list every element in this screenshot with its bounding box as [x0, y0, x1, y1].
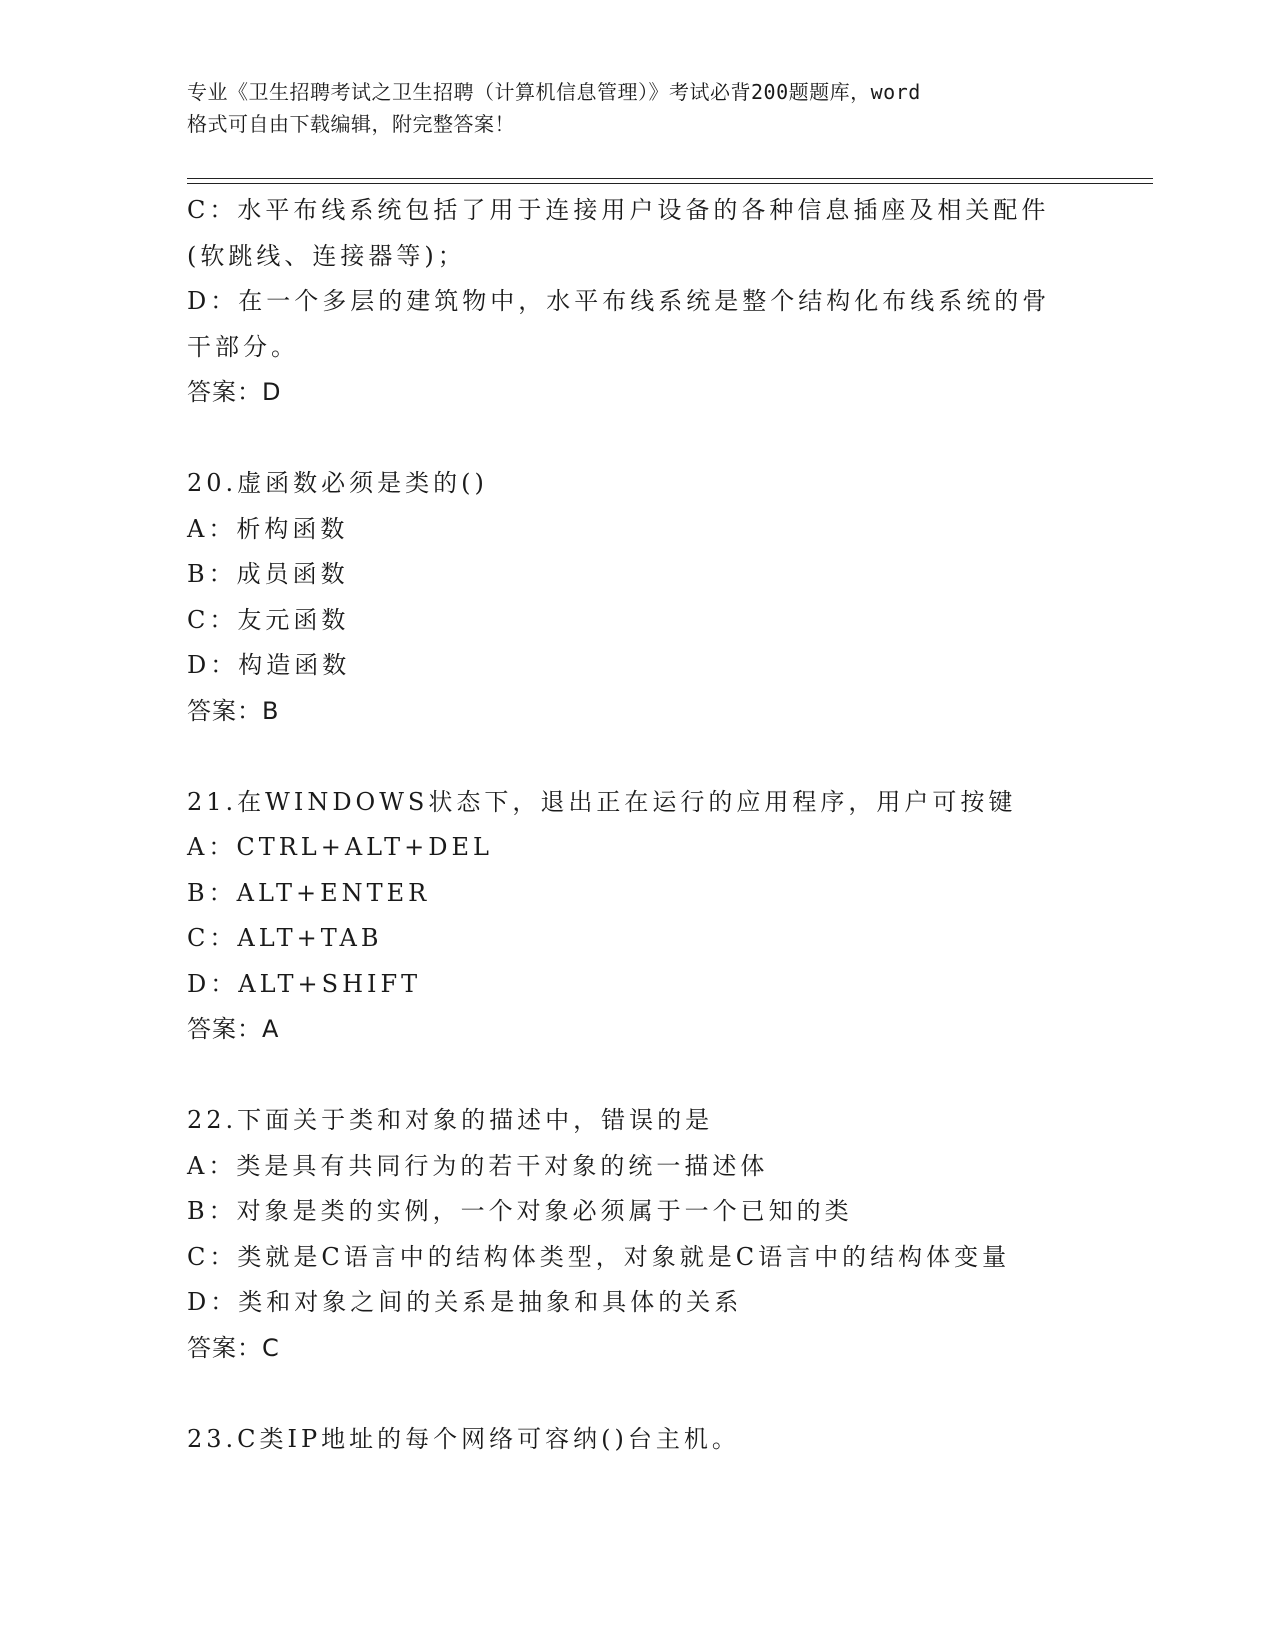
option-c: C：类就是C语言中的结构体类型，对象就是C语言中的结构体变量	[187, 1242, 1011, 1271]
option-d: D：ALT+SHIFT	[187, 969, 422, 998]
question-19-tail	[187, 188, 1087, 416]
question-text: 23.C类IP地址的每个网络可容纳()台主机。	[187, 1424, 740, 1453]
header-line-1: 专业《卫生招聘考试之卫生招聘（计算机信息管理）》考试必背200题题库，word	[187, 80, 921, 104]
question-21	[187, 780, 1087, 1053]
answer-line: 答案：A	[187, 1015, 280, 1043]
answer-line: 答案：D	[187, 378, 282, 406]
option-b: B：对象是类的实例，一个对象必须属于一个已知的类	[187, 1197, 853, 1225]
spacer	[187, 1053, 1087, 1099]
option-d-line-1: D：在一个多层的建筑物中，水平布线系统是整个结构化布线系统的骨	[187, 287, 1051, 315]
header-line-2: 格式可自由下载编辑，附完整答案！	[187, 112, 515, 136]
option-d: D：类和对象之间的关系是抽象和具体的关系	[187, 1288, 743, 1316]
header-divider-top	[187, 178, 1153, 179]
document-header	[187, 76, 1087, 140]
option-c: C：友元函数	[187, 605, 350, 634]
option-c-line-1: C：水平布线系统包括了用于连接用户设备的各种信息插座及相关配件	[187, 196, 1050, 224]
option-d: D：构造函数	[187, 651, 351, 679]
option-a: A：析构函数	[187, 514, 349, 543]
option-d-line-2: 干部分。	[187, 332, 299, 361]
option-b: B：ALT+ENTER	[187, 878, 431, 907]
question-20	[187, 461, 1087, 734]
question-22	[187, 1098, 1087, 1371]
question-23	[187, 1417, 1087, 1463]
answer-line: 答案：C	[187, 1333, 280, 1362]
question-text: 21.在WINDOWS状态下，退出正在运行的应用程序，用户可按键	[187, 787, 1017, 816]
question-list	[187, 188, 1087, 1462]
option-a: A：类是具有共同行为的若干对象的统一描述体	[187, 1151, 769, 1180]
option-c-line-2: (软跳线、连接器等)；	[187, 241, 466, 270]
answer-line: 答案：B	[187, 696, 280, 725]
option-c: C：ALT+TAB	[187, 924, 383, 952]
question-text: 20.虚函数必须是类的()	[187, 469, 488, 497]
spacer	[187, 734, 1087, 780]
spacer	[187, 416, 1087, 462]
spacer	[187, 1371, 1087, 1417]
question-text: 22.下面关于类和对象的描述中，错误的是	[187, 1106, 714, 1134]
header-divider-bottom	[187, 183, 1153, 184]
option-b: B：成员函数	[187, 560, 349, 588]
option-a: A：CTRL+ALT+DEL	[187, 833, 493, 861]
